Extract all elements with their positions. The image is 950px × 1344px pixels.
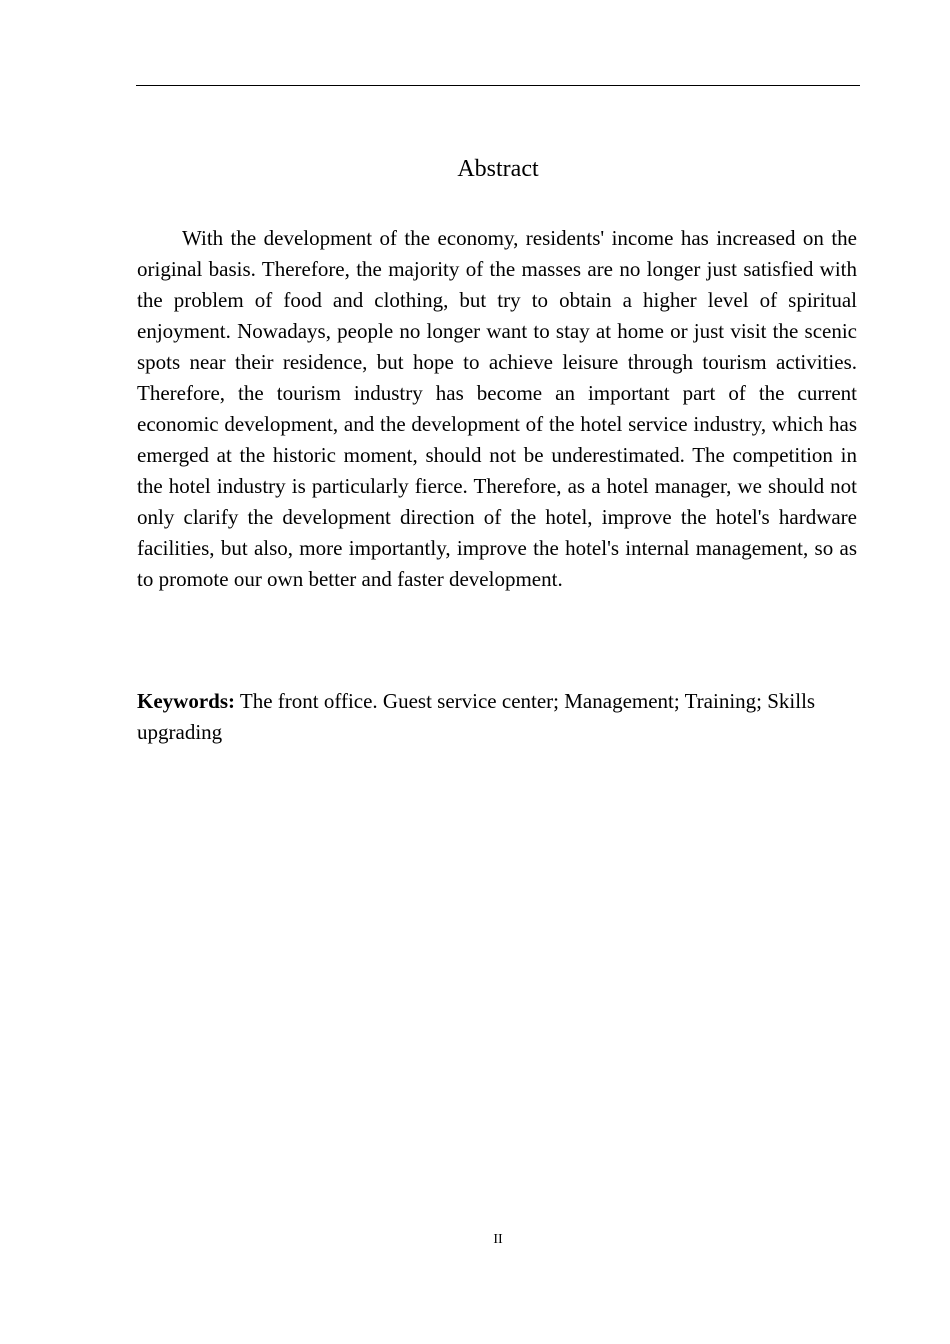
abstract-body: With the development of the economy, residents' income has increased on the original basis. Therefore, the majority of the masses are no longer just satisfied with the problem of food and clothing, but try to obtain a higher level of spiritual enjoyment. Nowadays, people no longer want to stay at home or just visit the scenic spots near their residence, but hope to achieve leisure through tourism activities. Therefore, the tourism industry has become an important part of the current economic development, and the development of the hotel service industry, which has emerged at the historic moment, should not be underestimated. The competition in the hotel industry is particularly fierce. Therefore, as a hotel manager, we should not only clarify the development direction of the hotel, improve the hotel's hardware facilities, but also, more importantly, improve the hotel's internal management, so as to promote our own better and faster development. [137,226,857,591]
page-number: II [493,1232,503,1247]
keywords-label: Keywords: [137,689,235,713]
keywords-text: The front office. Guest service center; Management; Training; Skills upgrading [137,689,816,744]
page-title: Abstract [457,156,539,182]
keywords-line [137,686,857,748]
header-rule [136,85,860,86]
